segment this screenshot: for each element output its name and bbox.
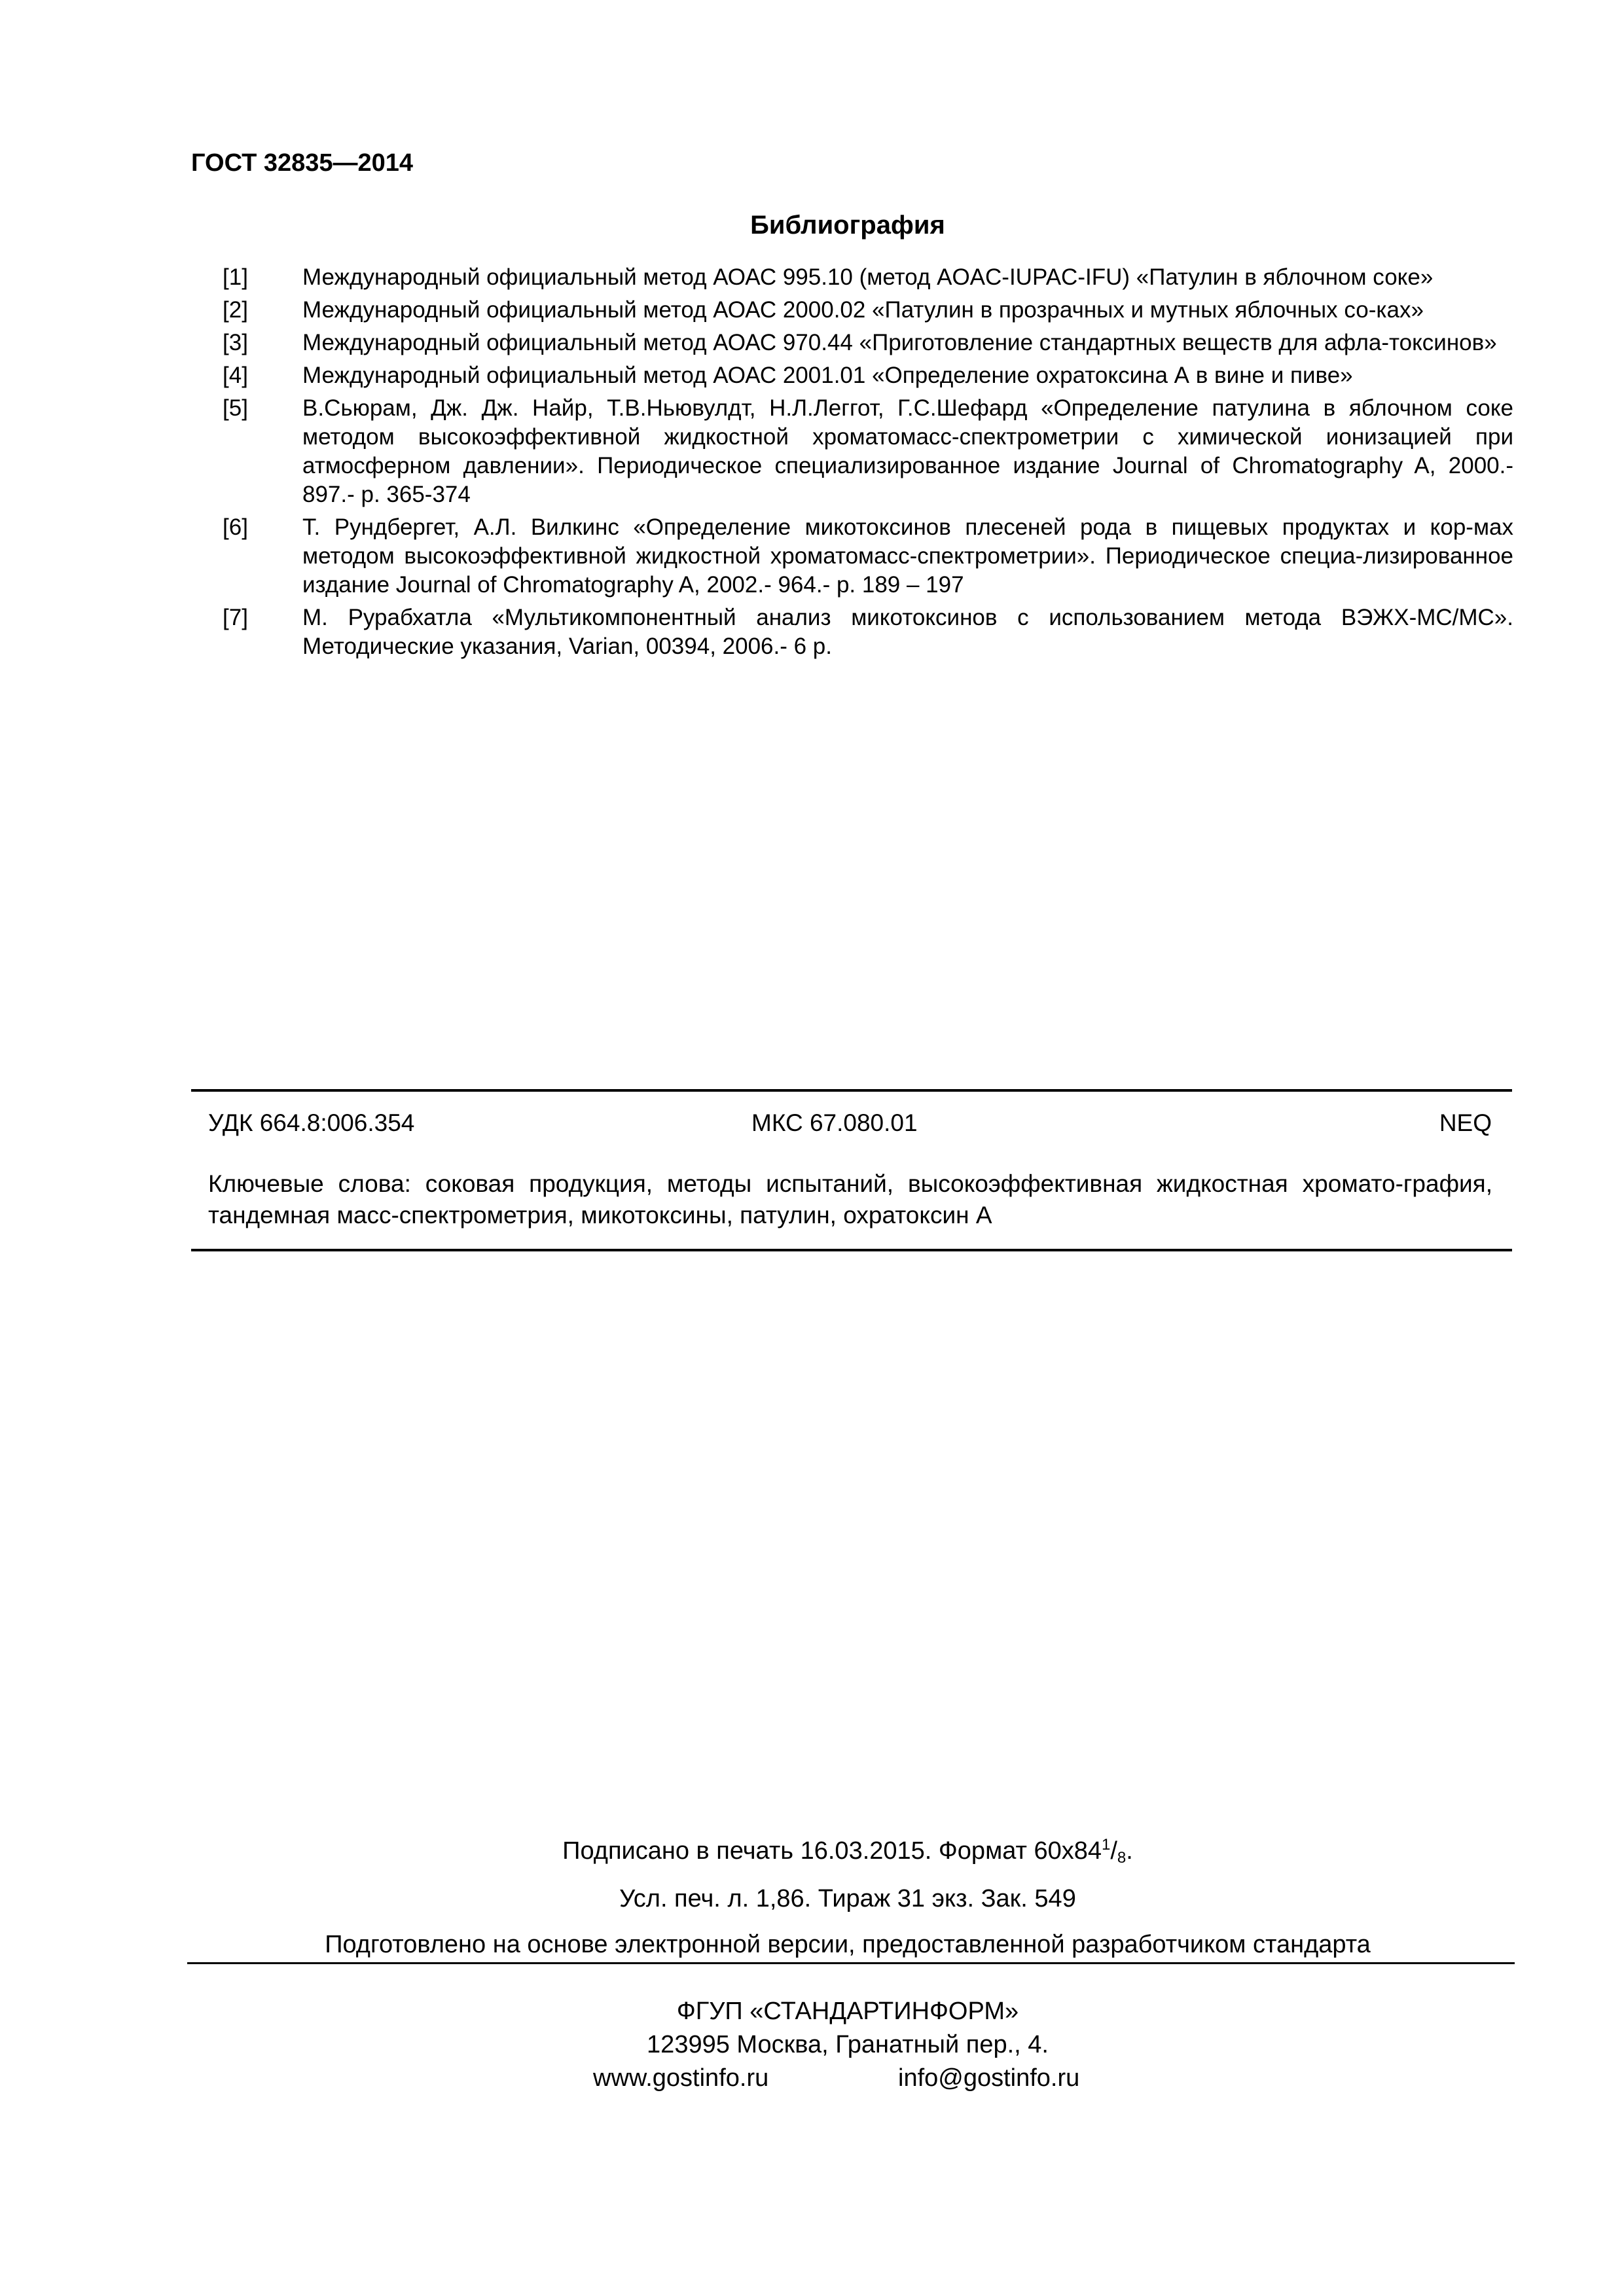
divider-bottom: [191, 1249, 1512, 1251]
bibliography-item: [191, 513, 1513, 600]
format-numerator: 1: [1101, 1836, 1111, 1854]
divider-top: [191, 1089, 1512, 1092]
bibliography-item-text: Международный официальный метод АОАС 970.44 «Приготовление стандартных веществ для афла-токсинов»: [302, 330, 1497, 355]
divider-imprint: [187, 1962, 1515, 1964]
keywords: Ключевые слова: соковая продукция, методы испытаний, высокоэффективная жидкостная хромато-графия, тандемная масс-спектрометрия, микотоксины, патулин, охратоксин А: [208, 1170, 1492, 1229]
bibliography-item: [191, 263, 1513, 292]
bibliography-item: [191, 603, 1513, 661]
bibliography-item-text: В.Сьюрам, Дж. Дж. Найр, Т.В.Ньювулдт, Н.Л.Леггот, Г.С.Шефард «Определение патулина в яблочном соке методом высокоэффективной жидкостной хроматомасс-спектрометрии с химической ионизацией при атмосферном давлении». Периодическое специализированное издание Journal of Chromatography A, 2000.- 897.- p. 365-374: [302, 395, 1513, 507]
mks-code: МКС 67.080.01: [751, 1109, 918, 1136]
format-denominator: 8: [1117, 1849, 1127, 1867]
bibliography-item-number: [5]: [223, 395, 248, 421]
bibliography-item-text: Международный официальный метод АОАС 2000.02 «Патулин в прозрачных и мутных яблочных со-ках»: [302, 297, 1424, 323]
publisher-website: www.gostinfo.ru: [593, 2064, 769, 2092]
publisher-address: 123995 Москва, Гранатный пер., 4.: [647, 2031, 1049, 2058]
bibliography-item-number: [3]: [223, 330, 248, 355]
signed-to-print-text: Подписано в печать 16.03.2015. Формат 60x84: [562, 1837, 1102, 1865]
bibliography-item: [191, 361, 1513, 390]
bibliography-item: [191, 296, 1513, 325]
prepared-note: Подготовлено на основе электронной версии, предоставленной разработчиком стандарта: [325, 1931, 1371, 1958]
neq-label: NEQ: [1439, 1109, 1492, 1136]
bibliography-list: [191, 263, 1513, 665]
bibliography-item-text: Международный официальный метод АОАС 2001.01 «Определение охратоксина А в вине и пиве»: [302, 363, 1353, 388]
bibliography-item: [191, 394, 1513, 509]
bibliography-title: Библиография: [750, 211, 945, 240]
bibliography-item-number: [6]: [223, 514, 248, 540]
publisher-name: ФГУП «СТАНДАРТИНФОРМ»: [676, 1998, 1019, 2025]
bibliography-item-text: М. Рурабхатла «Мультикомпонентный анализ микотоксинов с использованием метода ВЭЖХ-МС/МС». Методические указания, Varian, 00394, 2006.- 6 р.: [302, 605, 1513, 659]
signed-to-print: Подписано в печать 16.03.2015. Формат $60x84^1/_8$.: [562, 1836, 1133, 1867]
signed-to-print-suffix: .: [1126, 1837, 1133, 1865]
bibliography-item-text: Международный официальный метод АОАС 995.10 (метод AOAC-IUPAC-IFU) «Патулин в яблочном соке»: [302, 264, 1434, 290]
document-code: ГОСТ 32835—2014: [191, 149, 414, 177]
bibliography-item-text: Т. Рундбергет, А.Л. Вилкинс «Определение микотоксинов плесеней рода в пищевых продуктах и кор-мах методом высокоэффективной жидкостной хроматомасс-спектрометрии». Периодическое специа-лизированное издание Journal of Chromatography A, 2002.- 964.- p. 189 – 197: [302, 514, 1513, 598]
bibliography-item: [191, 329, 1513, 357]
bibliography-item-number: [2]: [223, 297, 248, 323]
bibliography-item-number: [4]: [223, 363, 248, 388]
publisher-email: info@gostinfo.ru: [898, 2064, 1080, 2092]
bibliography-item-number: [1]: [223, 264, 248, 290]
udk-code: УДК 664.8:006.354: [208, 1109, 415, 1136]
print-info: Усл. печ. л. 1,86. Тираж 31 экз. Зак. 549: [619, 1885, 1076, 1912]
bibliography-item-number: [7]: [223, 605, 248, 630]
